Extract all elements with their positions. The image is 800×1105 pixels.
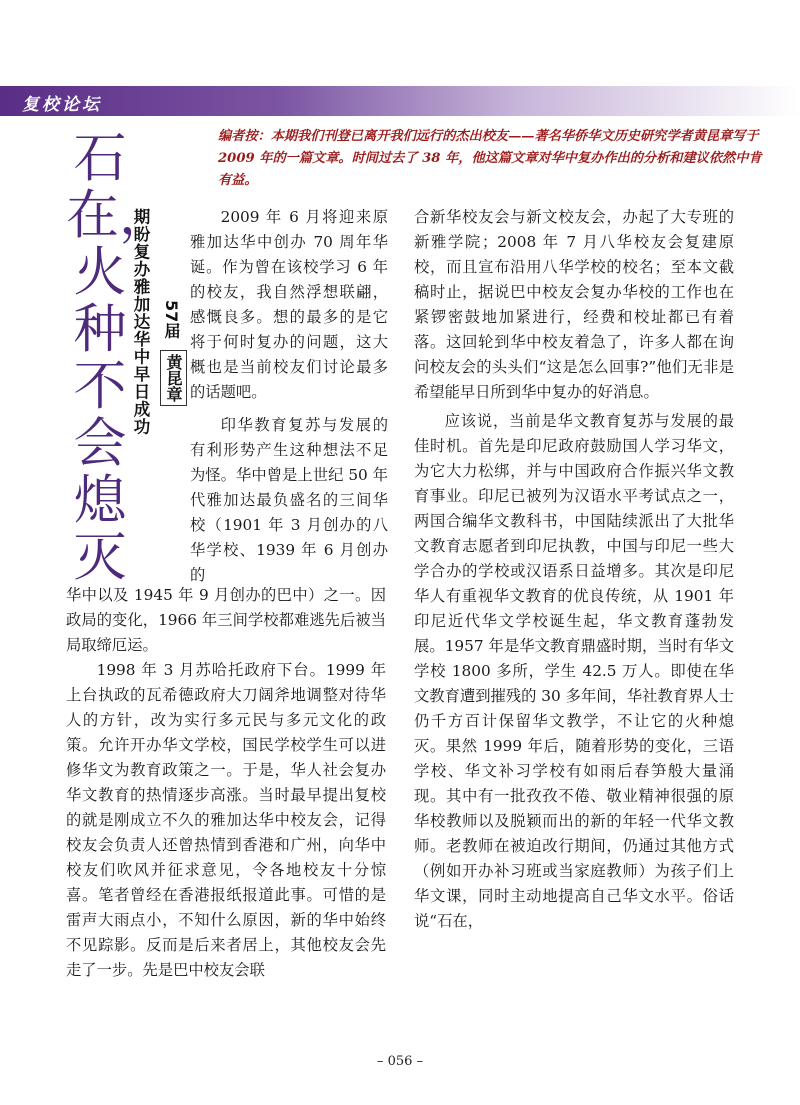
paragraph-3: 1998 年 3 月苏哈托政府下台。1999 年上台执政的瓦希德政府大刀阔斧地调整对待华人的方针，改为实行多元民与多元文化的政策。允许开办华文学校，国民学校学生可以进修华文为教育政策之一。于是，华人社会复办华文教育的热情逐步高涨。当时最早提出复校的就是刚成立不久的雅加达华中校友会，记得校友会负责人还曾热情到香港和广州，向华中校友们吹风并征求意见，令各地校友十分惊喜。笔者曾经在香港报纸报道此事。可惜的是雷声大雨点小，不知什么原因，新的华中始终不见踪影。反而是后来者居上，其他校友会先走了一步。先是巴中校友会联: [66, 661, 386, 979]
page-number: – 056 –: [376, 1054, 424, 1069]
paragraph-1: 2009 年 6 月将迎来原雅加达华中创办 70 周年华诞。作为曾在该校学习 6 年的校友，我自然浮想联翩，感慨良多。想的最多的是它将于何时复办的问题，这大概也是当前校友们讨论最多的话题吧。: [190, 208, 388, 401]
author-class-year: 57届: [162, 300, 181, 339]
article-title: 石在，火种不会熄灭: [66, 128, 172, 588]
paragraph-3-continued: 合新华校友会与新文校友会，办起了大专班的新雅学院；2008 年 7 月八华校友会复建原校，而且宣布沿用八华学校的校名；至本文截稿时止，据说巴中校友会复办华校的工作也在紧锣密鼓地加紧进行，经费和校址都已有着落。这回轮到华中校友着急了，许多人都在询问校友会的头头们“这是怎么回事?”他们无非是希望能早日所到华中复办的好消息。: [414, 208, 734, 401]
section-header-band: [0, 86, 800, 116]
editor-note: 编者按：本期我们刊登已离开我们远行的杰出校友——著名华侨华文历史研究学者黄昆章写于 2009 年的一篇文章。时间过去了 38 年，他这篇文章对华中复办作出的分析和建议依然中肯有益。: [218, 129, 762, 188]
column-2: [414, 205, 734, 934]
author-name: 黄昆章: [160, 350, 187, 406]
paragraph-2-part2: 华中以及 1945 年 9 月创办的巴中）之一。因政局的变化，1966 年三间学校都难逃先后被当局取缔厄运。: [66, 586, 386, 654]
paragraph-2-part1: 印华教育复苏与发展的有利形势产生这种想法不足为怪。华中曾是上世纪 50 年代雅加达最负盛名的三间华校（1901 年 3 月创办的八华学校、1939 年 6 月创办的: [190, 416, 388, 584]
section-title: 复校论坛: [22, 95, 102, 115]
article-subtitle: 期盼复办雅加达华中早日成功: [131, 208, 150, 436]
paragraph-4: 应该说，当前是华文教育复苏与发展的最佳时机。首先是印尼政府鼓励国人学习华文，为它大力松绑，并与中国政府合作振兴华文教育事业。印尼已被列为汉语水平考试点之一，两国合编华文教科书，中国陆续派出了大批华文教育志愿者到印尼执教，中国与印尼一些大学合办的学校或汉语系日益增多。其次是印尼华人有重视华文教育的优良传统，从 1901 年印尼近代华文学校诞生起，华文教育蓬勃发展。1957 年是华文教育鼎盛时期，当时有华文学校 1800 多所，学生 42.5 万人。即使在华文教育遭到摧残的 30 多年间，华社教育界人士仍千方百计保留华文教学，不让它的火种熄灭。果然 1999 年后，随着形势的变化，三语学校、华文补习学校有如雨后春笋般大量涌现。其中有一批孜孜不倦、敬业精神很强的原华校教师以及脱颖而出的新的年轻一代华文教师。老教师在被迫改行期间，仍通过其他方式（例如开办补习班或当家庭教师）为孩子们上华文课，同时主动地提高自己华文水平。俗话说“石在，: [414, 412, 734, 930]
